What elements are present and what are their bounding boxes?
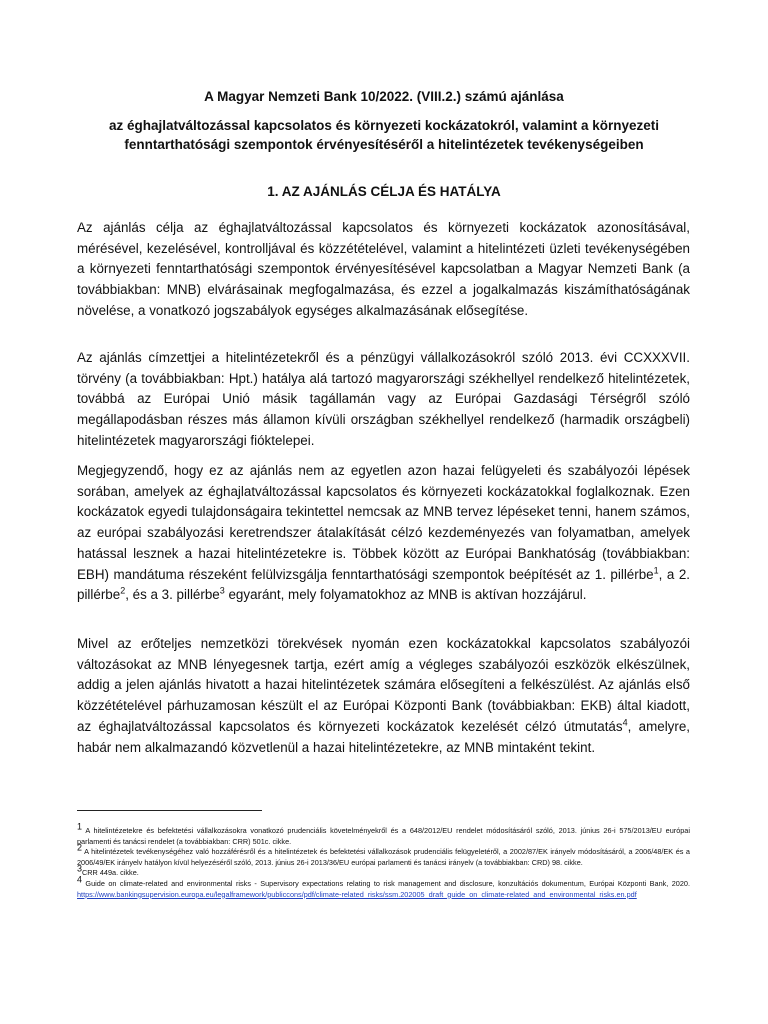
document-title: A Magyar Nemzeti Bank 10/2022. (VIII.2.) számú ajánlása [204,89,564,104]
paragraph-4-text-b: , amelyre, habár nem alkalmazandó közvetlenül a hazai hitelintézetekre, az MNB mintaként tekint. [77,718,690,755]
footnote-number: 3 [77,863,83,874]
paragraph-3-text-d: egyaránt, mely folyamatokhoz az MNB is aktívan hozzájárul. [224,587,587,603]
footnote-3 [77,863,690,879]
paragraph-3 [77,461,690,606]
footnote-number: 2 [77,842,83,853]
footnote-1 [77,821,690,847]
paragraph-3-text-c: , és a 3. pillérbe [125,587,220,603]
paragraph-2: Az ajánlás címzettjei a hitelintézetekről és a pénzügyi vállalkozásokról szóló 2013. évi CCXXXVII. törvény (a továbbiakban: Hpt.) hatálya alá tartozó magyarországi székhellyel rendelkező hitelintézetek, továbbá az Európai Unió másik tagállamán vagy az Európai Gazdasági Térségről szóló megállapodásban részes más államon kívüli országban székhellyel rendelkező (harmadik országbeli) hitelintézetek magyarországi fióktelepei. [77,350,690,448]
paragraph-3-text-b: , a 2. pillérbe [77,566,690,603]
footnote-2 [77,842,690,868]
paragraph-3-text-a: Megjegyzendő, hogy ez az ajánlás nem az egyetlen azon hazai felügyeleti és szabályozói lépések sorában, amelyek az éghajlatváltozással kapcsolatos és környezeti kockázatokkal foglalkoznak. Ezen kockázatok egyedi tulajdonságaira tekintettel nemcsak az MNB tervez lépéseket tenni, hanem számos, az európai szabályozási keretrendszer átalakítását célzó kezdeményezés van folyamatban, amelyek hatással lesznek a hazai hitelintézetekre is. Többek között az Európai Bankhatóság (továbbiakban: EBH) mandátuma részeként felülvizsgálja fenntarthatósági szempontok beépítését az 1. pillérbe [77,463,690,582]
footnotes [77,821,690,900]
document-subtitle: az éghajlatváltozással kapcsolatos és környezeti kockázatokról, valamint a környezeti fenntarthatósági szempontok érvényesítéséről a hitelintézetek tevékenységeiben [109,118,659,152]
footnote-text: CRR 449a. cikke. [82,868,139,878]
paragraph-4 [77,634,690,758]
footnote-divider [77,810,262,811]
footnote-ref-1[interactable]: 1 [653,565,659,576]
section-heading: 1. AZ AJÁNLÁS CÉLJA ÉS HATÁLYA [267,184,501,199]
footnote-ref-2[interactable]: 2 [120,585,126,596]
footnote-link[interactable]: https://www.bankingsupervision.europa.eu/legalframework/publiccons/pdf/climate-related_risks/ssm.202005_draft_guide_on_climate-related_and_environmental_risks.en.pdf [77,889,637,899]
footnote-text: A hitelintézetekre és befektetési vállalkozásokra vonatkozó prudenciális követelményekről és a 648/2012/EU rendelet módosításáról szóló, 2013. június 26-i 575/2013/EU európai parlamenti és tanácsi rendelet (a továbbiakban: CRR) 501c. cikke. [77,826,690,846]
paragraph-1: Az ajánlás célja az éghajlatváltozással kapcsolatos és környezeti kockázatok azonosításával, mérésével, kezelésével, kontrolljával és közzétételével, valamint a hitelintézeti üzleti tevékenységében a környezeti fenntarthatósági szempontok érvényesítésével kapcsolatban a Magyar Nemzeti Bank (a továbbiakban: MNB) elvárásainak megfogalmazása, és ezzel a jogalkalmazás kiszámíthatóságának növelése, a vonatkozó jogszabályok egységes alkalmazásának elősegítése. [77,220,690,318]
footnote-text: Guide on climate-related and environmental risks - Supervisory expectations relating to risk management and disclosure, konzultációs dokumentum, Európai Központi Bank, 2020. [82,878,690,888]
footnote-ref-3[interactable]: 3 [219,585,225,596]
footnote-number: 1 [77,821,83,832]
footnote-4 [77,874,690,900]
footnote-number: 4 [77,874,83,885]
paragraph-4-text-a: Mivel az erőteljes nemzetközi törekvések nyomán ezen kockázatokkal kapcsolatos szabályozói változásokat az MNB lényegesnek tartja, ezért amíg a végleges szabályozói eszközök elkészülnek, addig a jelen ajánlás hivatott a hazai hitelintézetek számára elősegíteni a felkészülést. Az ajánlás első közzétételével párhuzamosan készült el az Európai Központi Bank (továbbiakban: EKB) által kiadott, az éghajlatváltozással kapcsolatos és környezeti kockázatok kezelését célzó útmutatás [77,636,690,734]
footnote-ref-4[interactable]: 4 [622,717,628,728]
footnote-text: A hitelintézetek tevékenységéhez való hozzáférésről és a hitelintézetek és befektetési vállalkozások prudenciális felügyeletéről, a 2002/87/EK irányelv módosításáról, a 2006/48/EK és a 2006/49/EK irányelv hatályon kívül helyezéséről szóló, 2013. június 26-i 2013/36/EU európai parlamenti és tanácsi irányelv (a továbbiakban: CRD) 98. cikke. [77,847,690,867]
